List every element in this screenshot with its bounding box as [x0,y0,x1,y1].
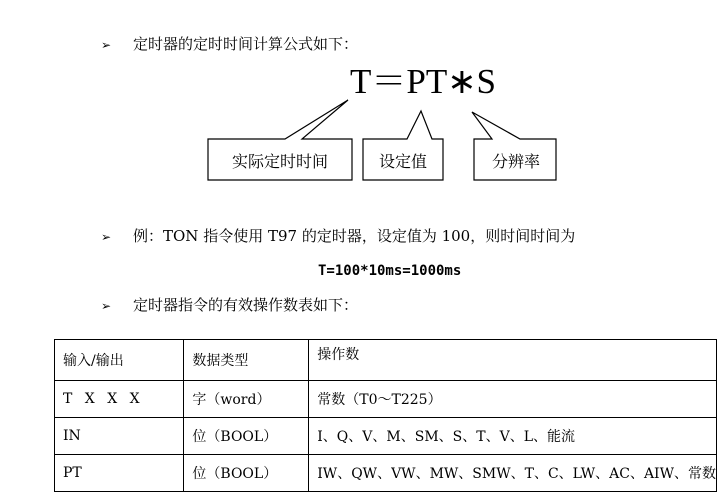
table-cell: 位（BOOL） [184,455,309,492]
formula-intro-text: 定时器的定时时间计算公式如下： [133,35,359,53]
callout-resolution-label: 分辨率 [491,152,540,171]
table-cell: 字（word） [184,381,309,418]
timer-formula: T＝PT∗S [350,62,497,101]
table-row [55,455,717,492]
bullet-icon: ➢ [101,299,112,313]
example-text: 例：TON 指令使用 T97 的定时器，设定值为 100，则时间时间为 [133,227,576,245]
example-calculation: T=100*10ms=1000ms [318,263,462,279]
table-cell: I、Q、V、M、SM、S、T、V、L、能流 [309,418,717,455]
table-header-cell: 输入/输出 [55,340,184,381]
operand-table-intro-text: 定时器指令的有效操作数表如下： [133,296,359,314]
callout-preset-label: 设定值 [378,152,427,171]
table-cell: IN [55,418,184,455]
table-header-cell: 操作数 [309,340,717,381]
table-cell: PT [55,455,184,492]
table-cell: 位（BOOL） [184,418,309,455]
table-cell: IW、QW、VW、MW、SMW、T、C、LW、AC、AIW、常数 [309,455,717,492]
callout-actual-time-label: 实际定时时间 [231,152,328,171]
table-cell: T X X X [55,381,184,418]
table-row [55,381,717,418]
bullet-icon: ➢ [101,230,112,244]
operand-table [54,339,717,492]
table-header-cell: 数据类型 [184,340,309,381]
table-row [55,418,717,455]
bullet-icon: ➢ [101,38,112,52]
table-cell: 常数（T0～T225） [309,381,717,418]
table-header-row [55,340,717,381]
